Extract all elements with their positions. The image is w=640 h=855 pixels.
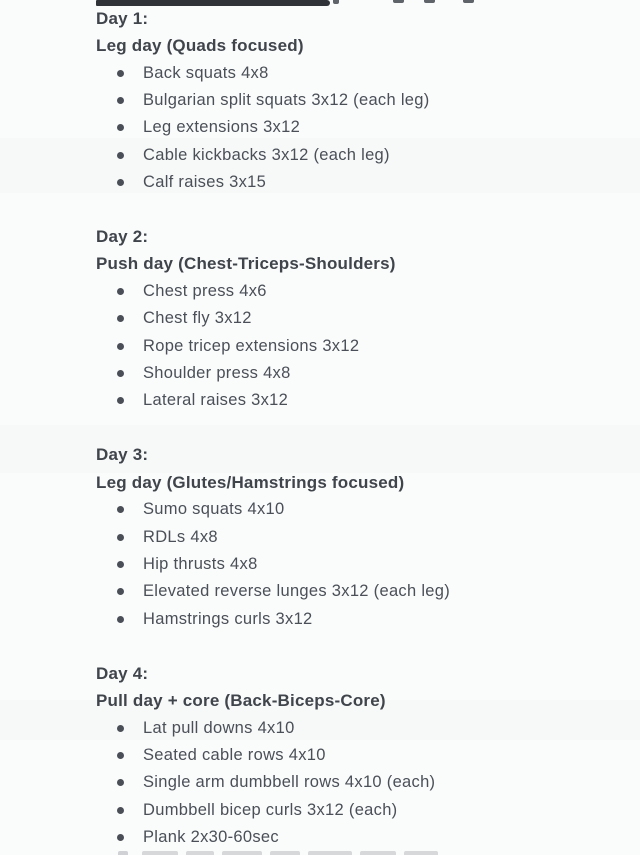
exercise-text: Plank 2x30-60sec <box>143 828 279 847</box>
section-day-4 <box>96 660 640 851</box>
bullet-icon <box>117 725 124 732</box>
exercise-text: Chest fly 3x12 <box>143 309 252 328</box>
exercise-item <box>96 742 640 769</box>
clipped-text-fragment <box>142 851 178 855</box>
day-heading: Day 3: <box>96 445 149 465</box>
clipped-descender-fragment <box>333 0 339 4</box>
exercise-item <box>96 278 640 305</box>
bullet-icon <box>117 752 124 759</box>
clipped-descender-fragment <box>463 0 474 3</box>
clipped-text-fragment <box>186 851 214 855</box>
exercise-text: Hamstrings curls 3x12 <box>143 609 313 628</box>
bullet-icon <box>117 561 124 568</box>
exercise-text: Leg extensions 3x12 <box>143 118 301 137</box>
exercise-item <box>96 114 640 141</box>
day-heading: Day 2: <box>96 227 149 247</box>
exercise-list <box>96 496 640 632</box>
exercise-list <box>96 715 640 851</box>
exercise-list <box>96 278 640 414</box>
exercise-text: Single arm dumbbell rows 4x10 (each) <box>143 773 436 792</box>
section-day-1 <box>96 5 640 196</box>
clipped-text-fragment <box>360 851 396 855</box>
bullet-icon <box>117 588 124 595</box>
exercise-text: Bulgarian split squats 3x12 (each leg) <box>143 91 430 110</box>
exercise-item <box>96 578 640 605</box>
exercise-text: Sumo squats 4x10 <box>143 500 285 519</box>
bullet-icon <box>117 779 124 786</box>
section-day-2 <box>96 223 640 414</box>
exercise-item <box>96 169 640 196</box>
bullet-icon <box>117 807 124 814</box>
day-heading: Day 1: <box>96 8 149 28</box>
bullet-icon <box>117 370 124 377</box>
section-title: Pull day + core (Back-Biceps-Core) <box>96 691 386 711</box>
exercise-item <box>96 141 640 168</box>
bullet-icon <box>117 288 124 295</box>
exercise-text: Cable kickbacks 3x12 (each leg) <box>143 145 390 164</box>
exercise-text: Chest press 4x6 <box>143 282 267 301</box>
exercise-text: Back squats 4x8 <box>143 63 269 82</box>
clipped-descender-fragment <box>424 0 435 3</box>
exercise-text: Hip thrusts 4x8 <box>143 555 258 574</box>
bullet-icon <box>117 506 124 513</box>
exercise-item <box>96 387 640 414</box>
bullet-icon <box>117 179 124 186</box>
exercise-text: Elevated reverse lunges 3x12 (each leg) <box>143 582 451 601</box>
bullet-icon <box>117 534 124 541</box>
section-title: Push day (Chest-Triceps-Shoulders) <box>96 254 396 274</box>
exercise-text: Lat pull downs 4x10 <box>143 718 295 737</box>
exercise-item <box>96 524 640 551</box>
bullet-icon <box>117 616 124 623</box>
exercise-text: Shoulder press 4x8 <box>143 364 291 382</box>
bullet-icon <box>117 397 124 404</box>
exercise-item <box>96 715 640 742</box>
bullet-icon <box>117 834 124 841</box>
workout-plan-text <box>96 5 640 851</box>
exercise-item <box>96 551 640 578</box>
exercise-item <box>96 797 640 824</box>
bullet-icon <box>117 315 124 322</box>
exercise-item <box>96 769 640 796</box>
exercise-item <box>96 87 640 114</box>
clipped-text-fragment <box>308 851 352 855</box>
exercise-list <box>96 60 640 196</box>
bullet-icon <box>117 124 124 131</box>
exercise-text: RDLs 4x8 <box>143 527 218 546</box>
day-heading: Day 4: <box>96 663 149 683</box>
exercise-text: Seated cable rows 4x10 <box>143 746 326 765</box>
section-day-3 <box>96 442 640 633</box>
clipped-text-fragment <box>404 851 438 855</box>
bullet-icon <box>117 343 124 350</box>
exercise-item <box>96 606 640 633</box>
bullet-icon <box>117 97 124 104</box>
exercise-item <box>96 60 640 87</box>
exercise-text: Dumbbell bicep curls 3x12 (each) <box>143 800 398 819</box>
clipped-text-fragment <box>270 851 300 855</box>
exercise-item <box>96 824 640 851</box>
bullet-icon <box>117 152 124 159</box>
exercise-item <box>96 496 640 523</box>
clipped-bullet-fragment <box>118 851 128 855</box>
exercise-text: Lateral raises 3x12 <box>143 391 289 410</box>
section-title: Leg day (Quads focused) <box>96 35 304 55</box>
exercise-item <box>96 360 640 387</box>
exercise-text: Calf raises 3x15 <box>143 172 267 191</box>
clipped-descender-fragment <box>393 0 404 3</box>
exercise-text: Rope tricep extensions 3x12 <box>143 336 360 355</box>
exercise-item <box>96 305 640 332</box>
section-title: Leg day (Glutes/Hamstrings focused) <box>96 472 405 492</box>
clipped-text-fragment <box>222 851 262 855</box>
exercise-item <box>96 333 640 360</box>
bullet-icon <box>117 70 124 77</box>
